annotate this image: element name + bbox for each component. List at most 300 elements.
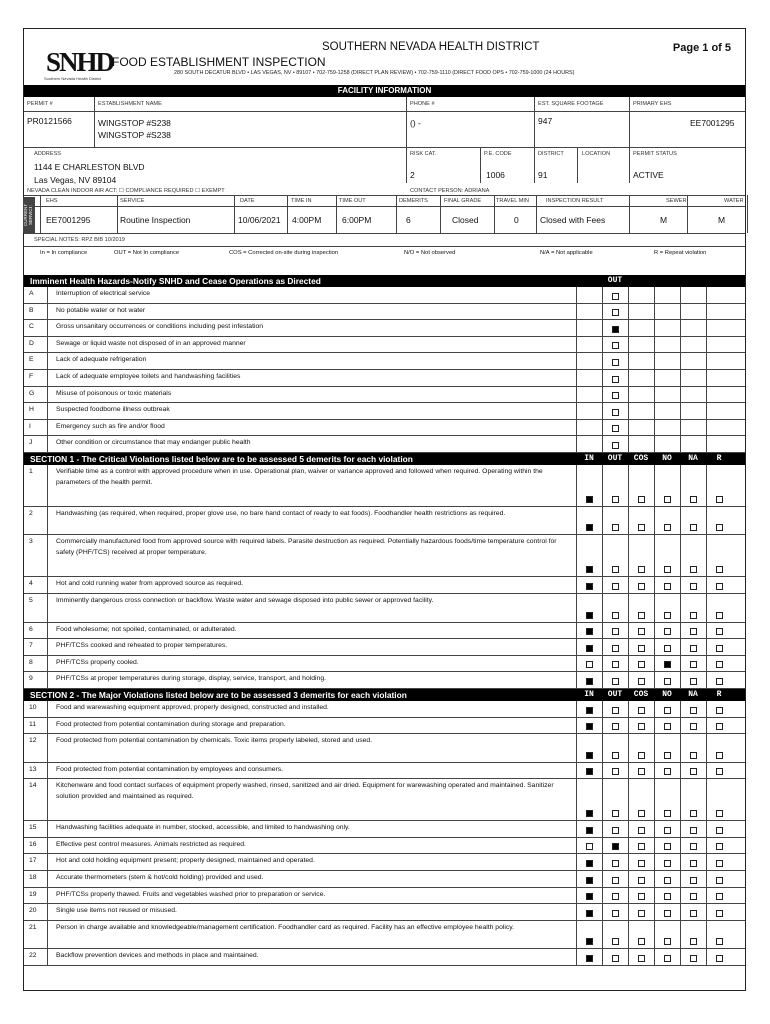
item-description: No potable water or hot water (56, 306, 146, 314)
status-cell (602, 623, 628, 639)
checkbox-in[interactable] (586, 566, 593, 573)
checkbox-out[interactable] (612, 893, 619, 900)
service-value-2: 10/06/2021 (238, 215, 281, 225)
checkbox-out[interactable] (612, 409, 619, 416)
district-label: DISTRICT (538, 151, 564, 157)
checkbox-na[interactable] (690, 893, 697, 900)
checkbox-cos[interactable] (638, 768, 645, 775)
status-cell (706, 577, 732, 593)
contact-person: CONTACT PERSON: ADRIANA (410, 188, 490, 194)
status-cell (576, 904, 602, 920)
checkbox-no[interactable] (664, 877, 671, 884)
legend-na: N/A = Not applicable (540, 250, 593, 256)
checkbox-cos[interactable] (638, 893, 645, 900)
checkbox-cos[interactable] (638, 860, 645, 867)
checkbox-na[interactable] (690, 723, 697, 730)
item-description: Kitchenware and food contact surfaces of equipment properly washed, rinsed, sanitized and air dried. Equipment for warewashing operated and maintained. Sanitizer solution provided and maintained as required. (56, 782, 554, 801)
item-description: PHF/TCSs properly cooled. (56, 658, 139, 666)
checkbox-no[interactable] (664, 583, 671, 590)
special-notes: SPECIAL NOTES: RPZ BIB 10/2019 (34, 237, 125, 243)
checkbox-r[interactable] (716, 752, 723, 759)
checkbox-cos[interactable] (638, 583, 645, 590)
item-description: Lack of adequate employee toilets and handwashing facilities (56, 372, 241, 380)
checkbox-in[interactable] (586, 955, 593, 962)
checkbox-cos[interactable] (638, 955, 645, 962)
checkbox-out[interactable] (612, 843, 619, 850)
checkbox-r[interactable] (716, 827, 723, 834)
checkbox-out[interactable] (612, 661, 619, 668)
checkbox-na[interactable] (690, 860, 697, 867)
status-cell (706, 656, 732, 672)
item-number: 7 (24, 639, 48, 655)
status-cell (628, 718, 654, 734)
checkbox-out[interactable] (612, 678, 619, 685)
item-number: 6 (24, 623, 48, 639)
checkbox-in[interactable] (586, 810, 593, 817)
logo-subtitle: Southern Nevada Health District (44, 76, 102, 81)
status-cell (680, 854, 706, 870)
status-cell (576, 639, 602, 655)
checkbox-r[interactable] (716, 810, 723, 817)
service-value-1: Routine Inspection (120, 215, 191, 225)
checkbox-cos[interactable] (638, 910, 645, 917)
item-number: H (24, 403, 48, 419)
status-cell (680, 672, 706, 688)
checkbox-cos[interactable] (638, 645, 645, 652)
item-description: Food protected from potential contamination during storage and preparation. (56, 720, 286, 728)
status-cell (680, 821, 706, 837)
checkbox-na[interactable] (690, 583, 697, 590)
checkbox-na[interactable] (690, 645, 697, 652)
status-cell (706, 287, 732, 303)
checkbox-r[interactable] (716, 877, 723, 884)
status-cell (628, 304, 654, 320)
status-cell (680, 623, 706, 639)
status-cell (576, 871, 602, 887)
item-description: Food protected from potential contamination by chemicals. Toxic items properly labeled, stored and used. (56, 737, 373, 745)
checkbox-r[interactable] (716, 566, 723, 573)
checkbox-r[interactable] (716, 938, 723, 945)
status-cell (602, 734, 628, 762)
service-header-10: WATER (724, 198, 744, 204)
checkbox-in[interactable] (586, 678, 593, 685)
checkbox-no[interactable] (664, 955, 671, 962)
status-cell (576, 337, 602, 353)
item-number: 2 (24, 507, 48, 535)
violation-row (24, 779, 745, 821)
status-cell (602, 507, 628, 535)
checkbox-cos[interactable] (638, 752, 645, 759)
status-cell (680, 353, 706, 369)
checkbox-cos[interactable] (638, 723, 645, 730)
checkbox-in[interactable] (586, 843, 593, 850)
checkbox-out[interactable] (612, 442, 619, 449)
checkbox-no[interactable] (664, 612, 671, 619)
checkbox-out[interactable] (612, 376, 619, 383)
clean-air-act: NEVADA CLEAN INDOOR AIR ACT: ☐ COMPLIANCE REQUIRED ☐ EXEMPT (27, 188, 225, 194)
status-cell (576, 353, 602, 369)
item-description: Food and warewashing equipment approved, properly designed, constructed and installed. (56, 703, 329, 711)
checkbox-out[interactable] (612, 524, 619, 531)
violation-row (24, 838, 745, 855)
status-cell (576, 949, 602, 965)
item-number: 3 (24, 535, 48, 576)
checkbox-no[interactable] (664, 707, 671, 714)
checkbox-no[interactable] (664, 910, 671, 917)
item-number: 12 (24, 734, 48, 762)
checkbox-in[interactable] (586, 827, 593, 834)
status-cell (602, 420, 628, 436)
status-cell (628, 420, 654, 436)
column-header-out: OUT (607, 689, 623, 699)
status-cell (576, 718, 602, 734)
checkbox-na[interactable] (690, 707, 697, 714)
column-header-na: NA (688, 689, 698, 699)
checkbox-na[interactable] (690, 524, 697, 531)
status-cell (654, 337, 680, 353)
checkbox-cos[interactable] (638, 938, 645, 945)
checkbox-no[interactable] (664, 524, 671, 531)
checkbox-out[interactable] (612, 342, 619, 349)
checkbox-out[interactable] (612, 425, 619, 432)
status-cell (654, 320, 680, 336)
checkbox-in[interactable] (586, 938, 593, 945)
risk-category: 2 (410, 170, 415, 180)
violation-row (24, 854, 745, 871)
checkbox-r[interactable] (716, 860, 723, 867)
checkbox-no[interactable] (664, 661, 671, 668)
status-cell (576, 701, 602, 717)
checkbox-cos[interactable] (638, 843, 645, 850)
item-number: J (24, 436, 48, 452)
status-cell (576, 320, 602, 336)
item-description: PHF/TCSs properly thawed. Fruits and vegetables washed prior to preparation or service. (56, 890, 326, 898)
checkbox-no[interactable] (664, 645, 671, 652)
checkbox-out[interactable] (612, 293, 619, 300)
checkbox-cos[interactable] (638, 827, 645, 834)
status-cell (602, 535, 628, 576)
status-cell (706, 594, 732, 622)
checkbox-na[interactable] (690, 877, 697, 884)
checkbox-r[interactable] (716, 661, 723, 668)
item-number: C (24, 320, 48, 336)
checkbox-cos[interactable] (638, 678, 645, 685)
checkbox-r[interactable] (716, 955, 723, 962)
checkbox-no[interactable] (664, 752, 671, 759)
checkbox-cos[interactable] (638, 661, 645, 668)
checkbox-no[interactable] (664, 723, 671, 730)
permit-status: ACTIVE (633, 170, 664, 180)
checkbox-in[interactable] (586, 645, 593, 652)
checkbox-na[interactable] (690, 661, 697, 668)
checkbox-r[interactable] (716, 723, 723, 730)
imminent-hazards-title: Imminent Health Hazards-Notify SNHD and Cease Operations as Directed (30, 276, 321, 286)
status-cell (602, 672, 628, 688)
checkbox-na[interactable] (690, 752, 697, 759)
status-cell (654, 577, 680, 593)
status-cell (602, 639, 628, 655)
checkbox-r[interactable] (716, 583, 723, 590)
column-header-cos: COS (633, 689, 649, 699)
status-cell (576, 838, 602, 854)
checkbox-na[interactable] (690, 955, 697, 962)
status-cell (654, 672, 680, 688)
status-cell (576, 370, 602, 386)
status-cell (654, 287, 680, 303)
checkbox-r[interactable] (716, 910, 723, 917)
risk-category-label: RISK CAT. (410, 151, 437, 157)
legend-in: In = In compliance (40, 250, 88, 256)
status-cell (602, 370, 628, 386)
status-cell (680, 734, 706, 762)
checkbox-no[interactable] (664, 893, 671, 900)
status-cell (706, 320, 732, 336)
status-cell (706, 436, 732, 452)
checkbox-in[interactable] (586, 628, 593, 635)
item-description: Lack of adequate refrigeration (56, 356, 147, 364)
checkbox-no[interactable] (664, 566, 671, 573)
violation-row (24, 871, 745, 888)
checkbox-in[interactable] (586, 910, 593, 917)
item-description: Other condition or circumstance that may endanger public health (56, 439, 251, 447)
checkbox-na[interactable] (690, 938, 697, 945)
item-description: Handwashing facilities adequate in number, stocked, accessible, and limited to handwashing only. (56, 824, 350, 832)
phone-label: PHONE # (410, 101, 435, 107)
status-cell (576, 763, 602, 779)
item-description: Hot and cold running water from approved source as required. (56, 580, 244, 588)
status-cell (602, 821, 628, 837)
primary-ehs-label: PRIMARY EHS (633, 101, 672, 107)
status-cell (628, 854, 654, 870)
checkbox-out[interactable] (612, 723, 619, 730)
checkbox-r[interactable] (716, 893, 723, 900)
checkbox-no[interactable] (664, 810, 671, 817)
status-cell (628, 353, 654, 369)
item-description: Hot and cold holding equipment present; properly designed, maintained and operated. (56, 857, 315, 865)
checkbox-out[interactable] (612, 392, 619, 399)
checkbox-in[interactable] (586, 612, 593, 619)
status-cell (654, 854, 680, 870)
checkbox-no[interactable] (664, 843, 671, 850)
checkbox-r[interactable] (716, 628, 723, 635)
section-2-major (24, 689, 745, 966)
service-header-2: DATE (240, 198, 255, 204)
checkbox-out[interactable] (612, 877, 619, 884)
checkbox-na[interactable] (690, 566, 697, 573)
status-cell (654, 387, 680, 403)
checkbox-out[interactable] (612, 583, 619, 590)
imminent-hazards-header (24, 275, 745, 287)
checkbox-no[interactable] (664, 860, 671, 867)
status-cell (576, 656, 602, 672)
status-cell (628, 337, 654, 353)
item-number: 20 (24, 904, 48, 920)
item-description: Food protected from potential contamination by employees and consumers. (56, 765, 284, 773)
address-label: ADDRESS (34, 151, 62, 157)
checkbox-cos[interactable] (638, 612, 645, 619)
status-cell (628, 436, 654, 452)
checkbox-in[interactable] (586, 768, 593, 775)
status-cell (602, 287, 628, 303)
status-cell (628, 779, 654, 820)
status-cell (706, 821, 732, 837)
item-description: Imminently dangerous cross connection or backflow. Waste water and sewage disposed into public sewer or approved facility. (56, 597, 434, 605)
checkbox-out[interactable] (612, 910, 619, 917)
status-cell (576, 888, 602, 904)
status-cell (602, 888, 628, 904)
checkbox-out[interactable] (612, 496, 619, 503)
out-column-header: OUT (607, 276, 623, 285)
checkbox-r[interactable] (716, 707, 723, 714)
item-description: Commercially manufactured food from approved source with required labels. Parasite destruction as required. Potentially hazardous foods/time temperature control for safety (PHF/TCS) received at proper temperature. (56, 538, 557, 557)
status-cell (628, 734, 654, 762)
checkbox-in[interactable] (586, 707, 593, 714)
violation-row (24, 353, 745, 370)
checkbox-no[interactable] (664, 938, 671, 945)
checkbox-cos[interactable] (638, 628, 645, 635)
checkbox-na[interactable] (690, 810, 697, 817)
status-cell (602, 921, 628, 949)
checkbox-no[interactable] (664, 827, 671, 834)
checkbox-out[interactable] (612, 752, 619, 759)
checkbox-na[interactable] (690, 910, 697, 917)
checkbox-cos[interactable] (638, 496, 645, 503)
checkbox-r[interactable] (716, 524, 723, 531)
checkbox-na[interactable] (690, 843, 697, 850)
status-cell (602, 701, 628, 717)
item-description: Suspected foodborne illness outbreak (56, 406, 170, 414)
checkbox-r[interactable] (716, 843, 723, 850)
item-description: Misuse of poisonous or toxic materials (56, 389, 172, 397)
checkbox-out[interactable] (612, 645, 619, 652)
pe-code-label: P.E. CODE (484, 151, 512, 157)
column-header-cos: COS (633, 453, 649, 463)
checkbox-r[interactable] (716, 768, 723, 775)
item-description: Effective pest control measures. Animals restricted as required. (56, 840, 246, 848)
checkbox-r[interactable] (716, 645, 723, 652)
item-number: 17 (24, 854, 48, 870)
section-1-header (24, 453, 745, 465)
checkbox-out[interactable] (612, 955, 619, 962)
status-cell (628, 838, 654, 854)
service-header-9: SEWER (666, 198, 687, 204)
checkbox-in[interactable] (586, 661, 593, 668)
logo-text: SNHD (46, 47, 114, 77)
violation-row (24, 921, 745, 950)
checkbox-na[interactable] (690, 827, 697, 834)
status-cell (576, 420, 602, 436)
status-cell (680, 320, 706, 336)
checkbox-in[interactable] (586, 583, 593, 590)
checkbox-na[interactable] (690, 612, 697, 619)
checkbox-na[interactable] (690, 768, 697, 775)
status-cell (706, 854, 732, 870)
checkbox-in[interactable] (586, 524, 593, 531)
checkbox-out[interactable] (612, 827, 619, 834)
status-cell (680, 871, 706, 887)
imminent-hazards-section (24, 275, 745, 453)
service-value-7: 0 (514, 215, 519, 225)
checkbox-no[interactable] (664, 628, 671, 635)
legend-r: R = Repeat violation (654, 250, 707, 256)
column-header-no: NO (662, 689, 672, 699)
checkbox-r[interactable] (716, 612, 723, 619)
checkbox-out[interactable] (612, 860, 619, 867)
checkbox-cos[interactable] (638, 524, 645, 531)
checkbox-r[interactable] (716, 496, 723, 503)
violation-row (24, 821, 745, 838)
status-cell (602, 320, 628, 336)
checkbox-no[interactable] (664, 496, 671, 503)
checkbox-cos[interactable] (638, 707, 645, 714)
status-cell (654, 701, 680, 717)
status-cell (680, 594, 706, 622)
status-cell (628, 949, 654, 965)
checkbox-in[interactable] (586, 860, 593, 867)
status-cell (654, 535, 680, 576)
column-header-no: NO (662, 453, 672, 463)
checkbox-in[interactable] (586, 893, 593, 900)
status-cell (680, 420, 706, 436)
violation-row (24, 639, 745, 656)
checkbox-r[interactable] (716, 678, 723, 685)
checkbox-cos[interactable] (638, 877, 645, 884)
pe-code: 1006 (486, 170, 505, 180)
status-cell (602, 387, 628, 403)
checkbox-out[interactable] (612, 326, 619, 333)
status-cell (706, 779, 732, 820)
violation-row (24, 577, 745, 594)
checkbox-out[interactable] (612, 707, 619, 714)
checkbox-out[interactable] (612, 628, 619, 635)
status-cell (654, 888, 680, 904)
status-cell (706, 420, 732, 436)
checkbox-out[interactable] (612, 359, 619, 366)
status-cell (576, 577, 602, 593)
status-cell (576, 465, 602, 506)
checkbox-out[interactable] (612, 938, 619, 945)
checkbox-cos[interactable] (638, 566, 645, 573)
checkbox-cos[interactable] (638, 810, 645, 817)
facility-info-grid (24, 97, 745, 275)
status-cell (628, 921, 654, 949)
checkbox-out[interactable] (612, 810, 619, 817)
legend-out: OUT = Not In compliance (114, 250, 180, 256)
checkbox-out[interactable] (612, 566, 619, 573)
item-number: 10 (24, 701, 48, 717)
checkbox-na[interactable] (690, 678, 697, 685)
status-cell (654, 718, 680, 734)
checkbox-no[interactable] (664, 678, 671, 685)
status-cell (706, 403, 732, 419)
checkbox-in[interactable] (586, 496, 593, 503)
checkbox-na[interactable] (690, 628, 697, 635)
checkbox-in[interactable] (586, 723, 593, 730)
checkbox-out[interactable] (612, 768, 619, 775)
checkbox-no[interactable] (664, 768, 671, 775)
checkbox-out[interactable] (612, 309, 619, 316)
violation-row (24, 734, 745, 763)
checkbox-na[interactable] (690, 496, 697, 503)
checkbox-in[interactable] (586, 877, 593, 884)
checkbox-in[interactable] (586, 752, 593, 759)
status-cell (576, 623, 602, 639)
service-value-4: 6:00PM (342, 215, 372, 225)
status-cell (602, 904, 628, 920)
status-cell (654, 370, 680, 386)
checkbox-out[interactable] (612, 612, 619, 619)
item-description: Verifiable time as a control with approved procedure when in use. Operational plan, waiver or variance approved and followed when required. Operating within the parameters of the health permit. (56, 467, 543, 486)
